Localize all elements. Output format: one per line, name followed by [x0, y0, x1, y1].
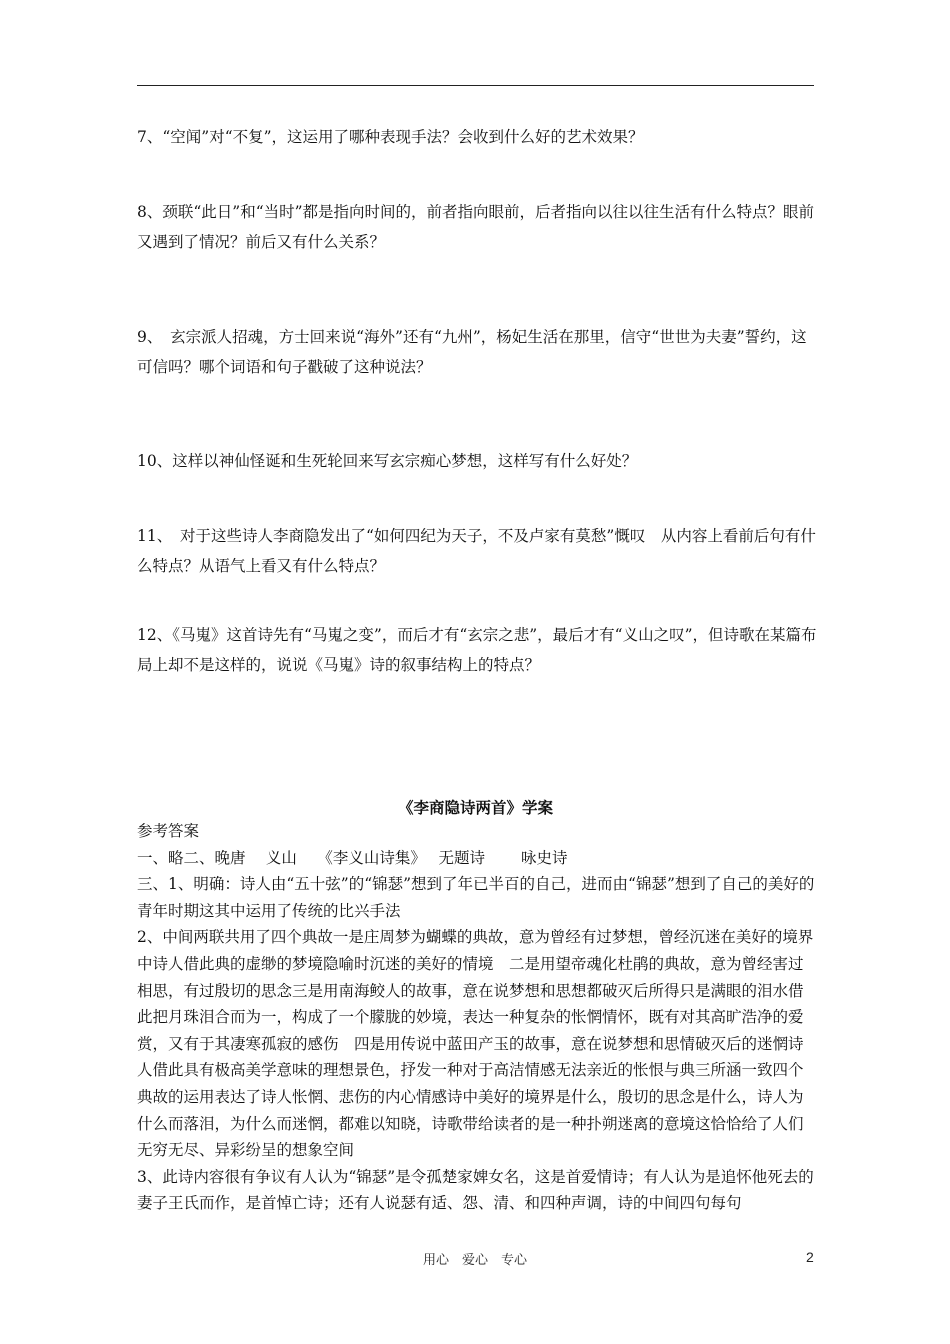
answer-line-2: 三、1、明确：诗人由“五十弦”的“锦瑟”想到了年已半百的自己，进而由“锦瑟”想到了自己的美好的青年时期这其中运用了传统的比兴手法 — [137, 875, 815, 920]
answer-line-3: 2、中间两联共用了四个典故一是庄周梦为蝴蝶的典故，意为曾经有过梦想，曾经沉迷在美好的境界中诗人借此典的虚缈的梦境隐喻时沉迷的美好的情境 二是用望帝魂化杜鹃的典故，意为曾经害过相思，有过殷切的思念三是用南海鲛人的故事，意在说梦想和思想都破灭后所得只是满眼的泪水借此把月珠泪合而为一，构成了一个朦胧的妙境，表达一种复杂的怅惘情怀，既有对其高旷浩净的爱赏，又有于其凄寒孤寂的感伤 四是用传说中蓝田产玉的故事，意在说梦想和思情破灭后的迷惘诗人借此具有极高美学意味的理想景色，抒发一种对于高洁情感无法亲近的怅恨与典三所涵一致四个典故的运用表达了诗人怅惘、悲伤的内心情感诗中美好的境界是什么，殷切的思念是什么，诗人为什么而落泪，为什么而迷惘，都难以知晓，诗歌带给读者的是一种扑朔迷离的意境这恰恰给了人们无穷无尽、异彩纷呈的想象空间 — [137, 928, 814, 1160]
question-7: 7、“空闻”对“不复”，这运用了哪种表现手法？会收到什么好的艺术效果？ — [137, 128, 644, 146]
footer-motto: 用心 爱心 专心 — [422, 1253, 527, 1268]
question-9: 9、 玄宗派人招魂，方士回来说“海外”还有“九州”，杨妃生活在那里，信守“世世为夫妻”誓约，这可信吗？哪个词语和句子戳破了这种说法？ — [137, 328, 807, 376]
answer-label: 参考答案 — [137, 822, 200, 840]
answer-line-4: 3、此诗内容很有争议有人认为“锦瑟”是令孤楚家婢女名，这是首爱情诗；有人认为是追怀他死去的妻子王氏而作，是首悼亡诗；还有人说瑟有适、怨、清、和四种声调，诗的中间四句每句 — [137, 1167, 814, 1213]
question-11: 11、 对于这些诗人李商隐发出了“如何四纪为天子，不及卢家有莫愁”慨叹 从内容上看前后句有什么特点？从语气上看又有什么特点？ — [137, 527, 816, 575]
answer-section — [137, 818, 817, 1217]
question-12: 12、《马嵬》这首诗先有“马嵬之变”，而后才有“玄宗之悲”，最后才有“义山之叹”，但诗歌在某篇布局上却不是这样的，说说《马嵬》诗的叙事结构上的特点？ — [137, 626, 817, 674]
question-8: 8、颈联“此日”和“当时”都是指向时间的，前者指向眼前，后者指向以往以往生活有什么特点？眼前又遇到了情况？前后又有什么关系？ — [137, 203, 815, 251]
page-number: 2 — [806, 1249, 814, 1265]
header-rule — [137, 85, 814, 86]
answer-section-title: 《李商隐诗两首》学案 — [397, 798, 553, 817]
question-10: 10、这样以神仙怪诞和生死轮回来写玄宗痴心梦想，这样写有什么好处？ — [137, 452, 638, 470]
answer-line-1: 一、略二、晚唐 义山 《李义山诗集》 无题诗 咏史诗 — [137, 848, 568, 867]
